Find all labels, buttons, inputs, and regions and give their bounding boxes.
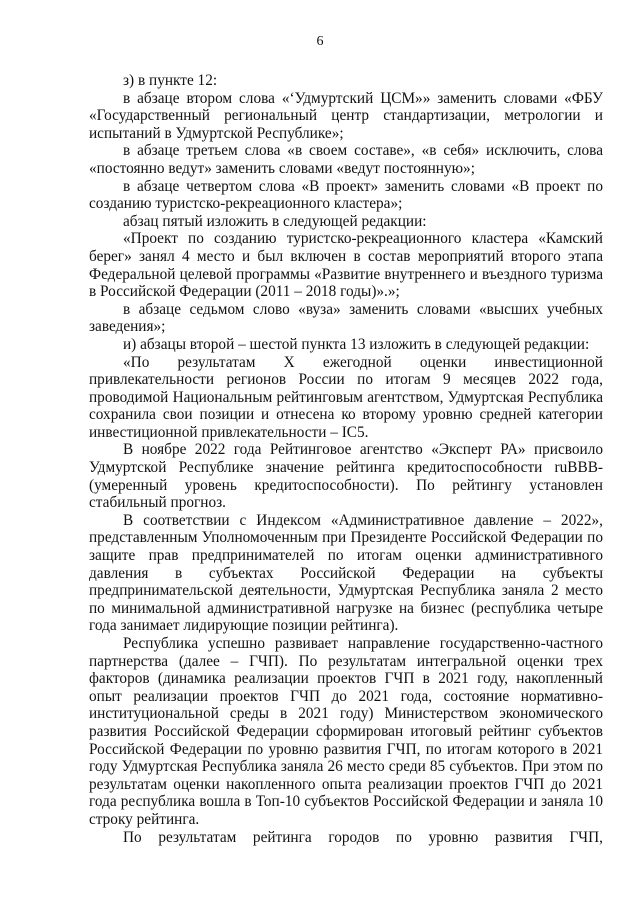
- paragraph-expert-ra: В ноябре 2022 года Рейтинговое агентство «Эксперт РА» присвоило Удмуртской Республике значение рейтинга кредитоспособности ruBBB- (умеренный уровень кредитоспособности). По рейтингу установлен стабильный прогноз.: [89, 441, 603, 512]
- paragraph-item-z: з) в пункте 12:: [123, 72, 218, 89]
- page-number: 6: [316, 34, 324, 49]
- paragraph-admin-pressure: В соответствии с Индексом «Административное давление – 2022», представленным Уполномоченным при Президенте Российской Федерации по защите прав предпринимателей по итогам оценки административного давления в субъектах Российской Федерации на субъекты предпринимательской деятельности, Удмуртская Республика заняла 2 место по минимальной административной нагрузке на бизнес (республика четыре года занимает лидирующие позиции рейтинга).: [89, 511, 603, 635]
- paragraph-abzac-pyatyi: абзац пятый изложить в следующей редакции:: [123, 212, 427, 230]
- paragraph-cities-rating: По результатам рейтинга городов по уровню развития ГЧП,: [123, 828, 603, 846]
- paragraph-item-i: и) абзацы второй – шестой пункта 13 изложить в следующей редакции:: [123, 335, 590, 353]
- paragraph-gchp: Республика успешно развивает направление государственно-частного партнерства (далее – ГЧП). По результатам интегральной оценки трех факторов (динамика реализации проектов ГЧП в 2021 году, накопленный опыт реализации проектов ГЧП до 2021 года, состояние нормативно-институциональной среды в 2021 году) Министерством экономического развития Российской Федерации сформирован итоговый рейтинг субъектов Российской Федерации по уровню развития ГЧП, по итогам которого в 2021 году Удмуртская Республика заняла 26 место среди 85 субъектов. При этом по результатам оценки накопленного опыта реализации проектов ГЧП до 2021 года республика вошла в Топ-10 субъектов Российской Федерации и заняла 10 строку рейтинга.: [89, 635, 603, 828]
- paragraph-abzac-chetvertom: в абзаце четвертом слова «В проект» заменить словами «В проект по созданию туристско-рекреационного кластера»;: [89, 177, 603, 213]
- paragraph-abzac-sedmom: в абзаце седьмом слово «вуза» заменить словами «высших учебных заведения»;: [89, 300, 603, 336]
- paragraph-investment-rating: «По результатам X ежегодной оценки инвестиционной привлекательности регионов России по итогам 9 месяцев 2022 года, проводимой Национальным рейтинговым агентством, Удмуртская Республика сохранила свои позиции и отнесена ко второму уровню средней категории инвестиционной привлекательности – IC5.: [89, 353, 603, 441]
- document-body: [89, 72, 603, 846]
- paragraph-project-kamsky-bereg: «Проект по созданию туристско-рекреационного кластера «Камский берег» занял 4 место и был включен в состав мероприятий второго этапа Федеральной целевой программы «Развитие внутреннего и въездного туризма в Российской Федерации (2011 – 2018 годы)».»;: [89, 230, 603, 301]
- paragraph-abzac-vtorom: в абзаце втором слова «ʻУдмуртский ЦСМ»» заменить словами «ФБУ «Государственный региональный центр стандартизации, метрологии и испытаний в Удмуртской Республике»;: [89, 89, 603, 142]
- paragraph-abzac-tretem: в абзаце третьем слова «в своем составе», «в себя» исключить, слова «постоянно ведут» заменить словами «ведут постоянную»;: [89, 142, 603, 177]
